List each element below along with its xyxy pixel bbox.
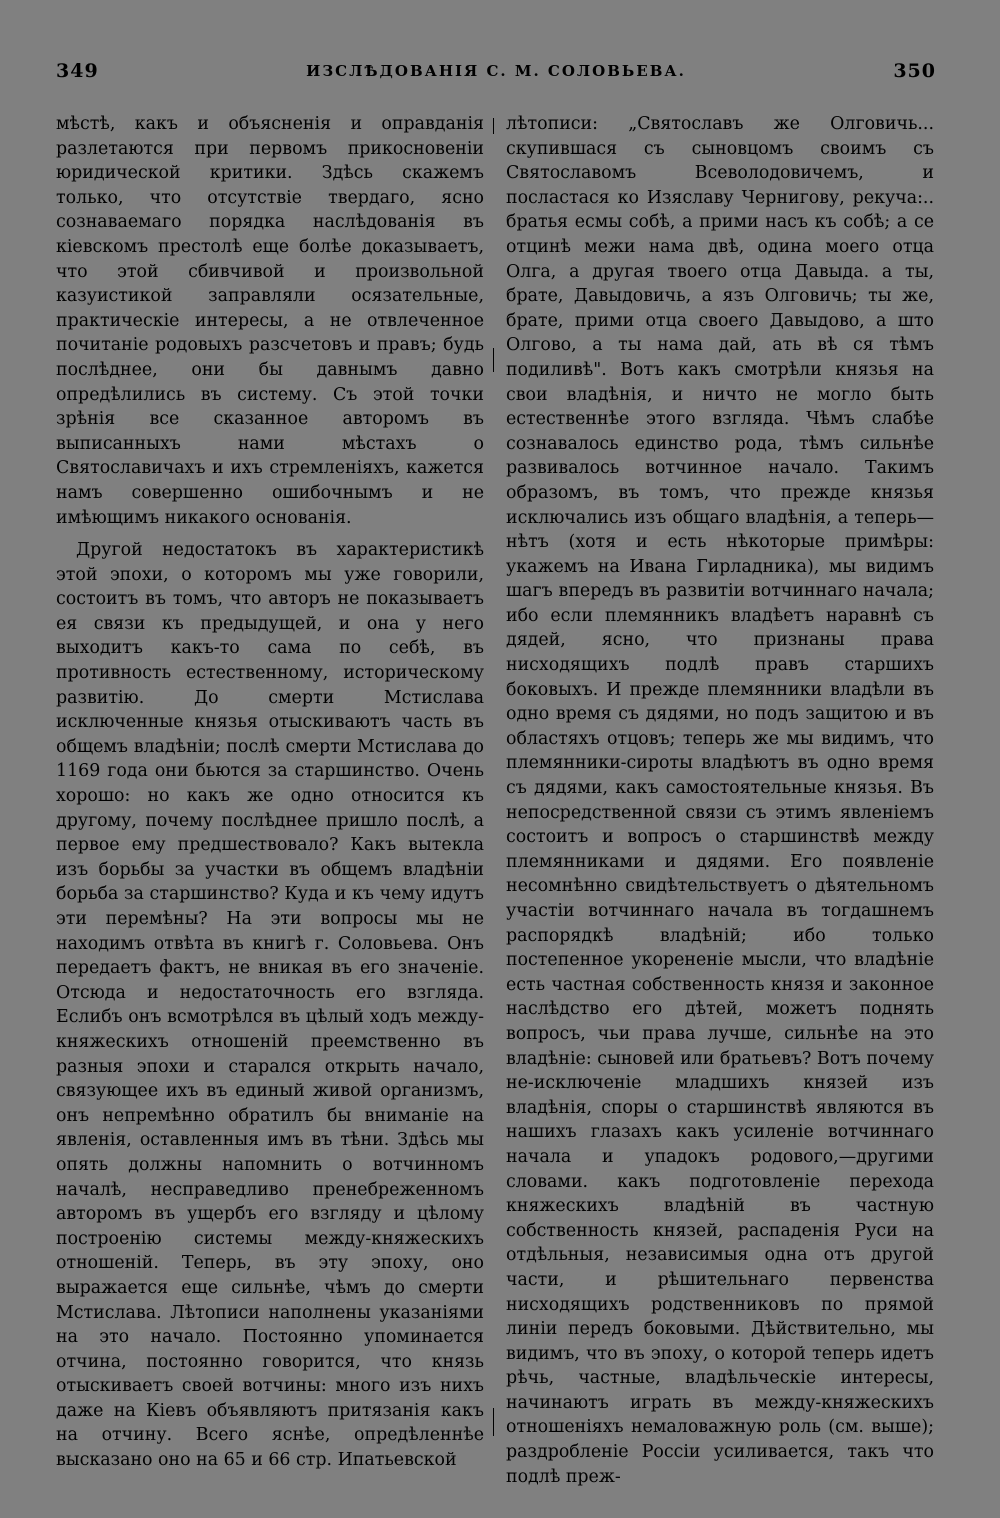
right-column xyxy=(506,112,934,1489)
column-divider-mark xyxy=(493,1408,494,1436)
left-column xyxy=(56,112,484,1473)
page-number-right: 350 xyxy=(893,60,936,82)
paragraph: Другой недостатокъ въ характеристикѣ этой эпохи, о которомъ мы уже говорили, состоитъ въ томъ, что авторъ не показываетъ ея связи къ предыдущей, и она у него выходитъ какъ-то сама по себѣ, въ противность естественному, историческому развитію. До смерти Мстислава исключенные князья отыскиваютъ часть въ общемъ владѣніи; послѣ смерти Мстислава до 1169 года они бьются за старшинство. Очень хорошо: но какъ же одно относится къ другому, почему послѣднее пришло послѣ, а первое ему предшествовало? Какъ вытекла изъ борьбы за участки въ общемъ владѣніи борьба за старшинство? Куда и къ чему идутъ эти перемѣны? На эти вопросы мы не находимъ отвѣта въ книгѣ г. Соловьева. Онъ передаетъ фактъ, не вникая въ его значеніе. Отсюда и недостаточность его взгляда. Еслибъ онъ всмотрѣлся въ цѣлый ходъ между-княжескихъ отношеній преемственно въ разныя эпохи и старался открыть начало, связующее ихъ въ единый живой организмъ, онъ непремѣнно обратилъ бы вниманіе на явленія, оставленныя имъ въ тѣни. Здѣсь мы опять должны напомнить о вотчинномъ началѣ, несправедливо пренебреженномъ авторомъ въ ущербъ его взгляду и цѣлому построенію системы между-княжескихъ отношеній. Теперь, въ эту эпоху, оно выражается еще сильнѣе, чѣмъ до смерти Мстислава. Лѣтописи наполнены указаніями на это начало. Постоянно упоминается отчина, постоянно говорится, что князь отыскиваетъ своей вотчины: много изъ нихъ даже на Кіевъ объявляютъ притязанія какъ на отчину. Всего яснѣе, опредѣленнѣе высказано оно на 65 и 66 стр. Ипатьевской xyxy=(56,540,484,1471)
column-divider-mark xyxy=(493,348,494,372)
running-title: ИЗСЛѢДОВАНІЯ С. М. СОЛОВЬЕВА. xyxy=(306,62,686,80)
running-header xyxy=(56,60,936,84)
paragraph: лѣтописи: „Святославъ же Олговичь... скупившася съ сыновцомъ своимъ съ Святославомъ Всеволодовичемъ, и посластася ко Изяславу Чернигову, рекуча:.. братья есмы собѣ, а прими насъ къ собѣ; а се отцинѣ межи нама двѣ, одина моего отца Олга, а другая твоего отца Давыда. а ты, брате, Давыдовичь, а язъ Олговичь; ты же, брате, прими отца своего Давыдово, а што Олгово, а ты нама дай, ать вѣ ся тѣмъ подиливѣ". Вотъ какъ смотрѣли князья на свои владѣнія, и ничто не могло быть естественнѣе этого взгляда. Чѣмъ слабѣе сознавалось единство рода, тѣмъ сильнѣе развивалось вотчинное начало. Такимъ образомъ, въ томъ, что прежде князья исключались изъ общаго владѣнія, а теперь— нѣтъ (хотя и есть нѣкоторые примѣры: укажемъ на Ивана Гирладника), мы видимъ шагъ впередъ въ развитіи вотчиннаго начала; ибо если племянникъ владѣетъ наравнѣ съ дядей, ясно, что признаны права нисходящихъ подлѣ правъ старшихъ боковыхъ. И прежде племянники владѣли въ одно время съ дядями, но подъ защитою и въ областяхъ отцовъ; теперь же мы видимъ, что племянники-сироты владѣютъ въ одно время съ дядями, какъ самостоятельные князья. Въ непосредственной связи съ этимъ явленіемъ состоитъ и вопросъ о старшинствѣ между племянниками и дядями. Его появленіе несомнѣнно свидѣтельствуетъ о дѣятельномъ участіи вотчиннаго начала въ тогдашнемъ распорядкѣ владѣній; ибо только постепенное укорененіе мысли, что владѣніе есть частная собственность князя и законное наслѣдство его дѣтей, можетъ поднять вопросъ, чьи права лучше, сильнѣе на это владѣніе: сыновей или братьевъ? Вотъ почему не-исключеніе младшихъ князей изъ владѣнія, споры о старшинствѣ являются въ нашихъ глазахъ какъ усиленіе вотчиннаго начала и упадокъ родового,—другими словами. какъ подготовленіе перехода княжескихъ владѣній въ частную собственность князей, распаденія Руси на отдѣльныя, независимыя одна отъ другой части, и рѣшительнаго первенства нисходящихъ родственниковъ по прямой линіи передъ боковыми. Дѣйствительно, мы видимъ, что въ эпоху, о которой теперь идетъ рѣчь, частные, владѣльческіе интересы, начинаютъ играть въ между-княжескихъ отношеніяхъ немаловажную роль (см. выше); раздробленіе Россіи усиливается, такъ что подлѣ преж- xyxy=(506,114,934,1487)
column-divider-mark xyxy=(493,118,494,134)
paragraph: мѣстѣ, какъ и объясненія и оправданія разлетаются при первомъ прикосновеніи юридической критики. Здѣсь скажемъ только, что отсутствіе твердаго, ясно сознаваемаго порядка наслѣдованія въ кіевскомъ престолѣ еще болѣе доказываетъ, что этой сбивчивой и произвольной казуистикой заправляли осязательные, практическіе интересы, а не отвлеченное почитаніе родовыхъ разсчетовъ и правъ; будь послѣднее, они бы давнымъ давно опредѣлились въ систему. Съ этой точки зрѣнія все сказанное авторомъ въ выписанныхъ нами мѣстахъ о Святославичахъ и ихъ стремленіяхъ, кажется намъ совершенно ошибочнымъ и не имѣющимъ никакого основанія. xyxy=(56,114,484,528)
page-number-left: 349 xyxy=(56,60,99,82)
